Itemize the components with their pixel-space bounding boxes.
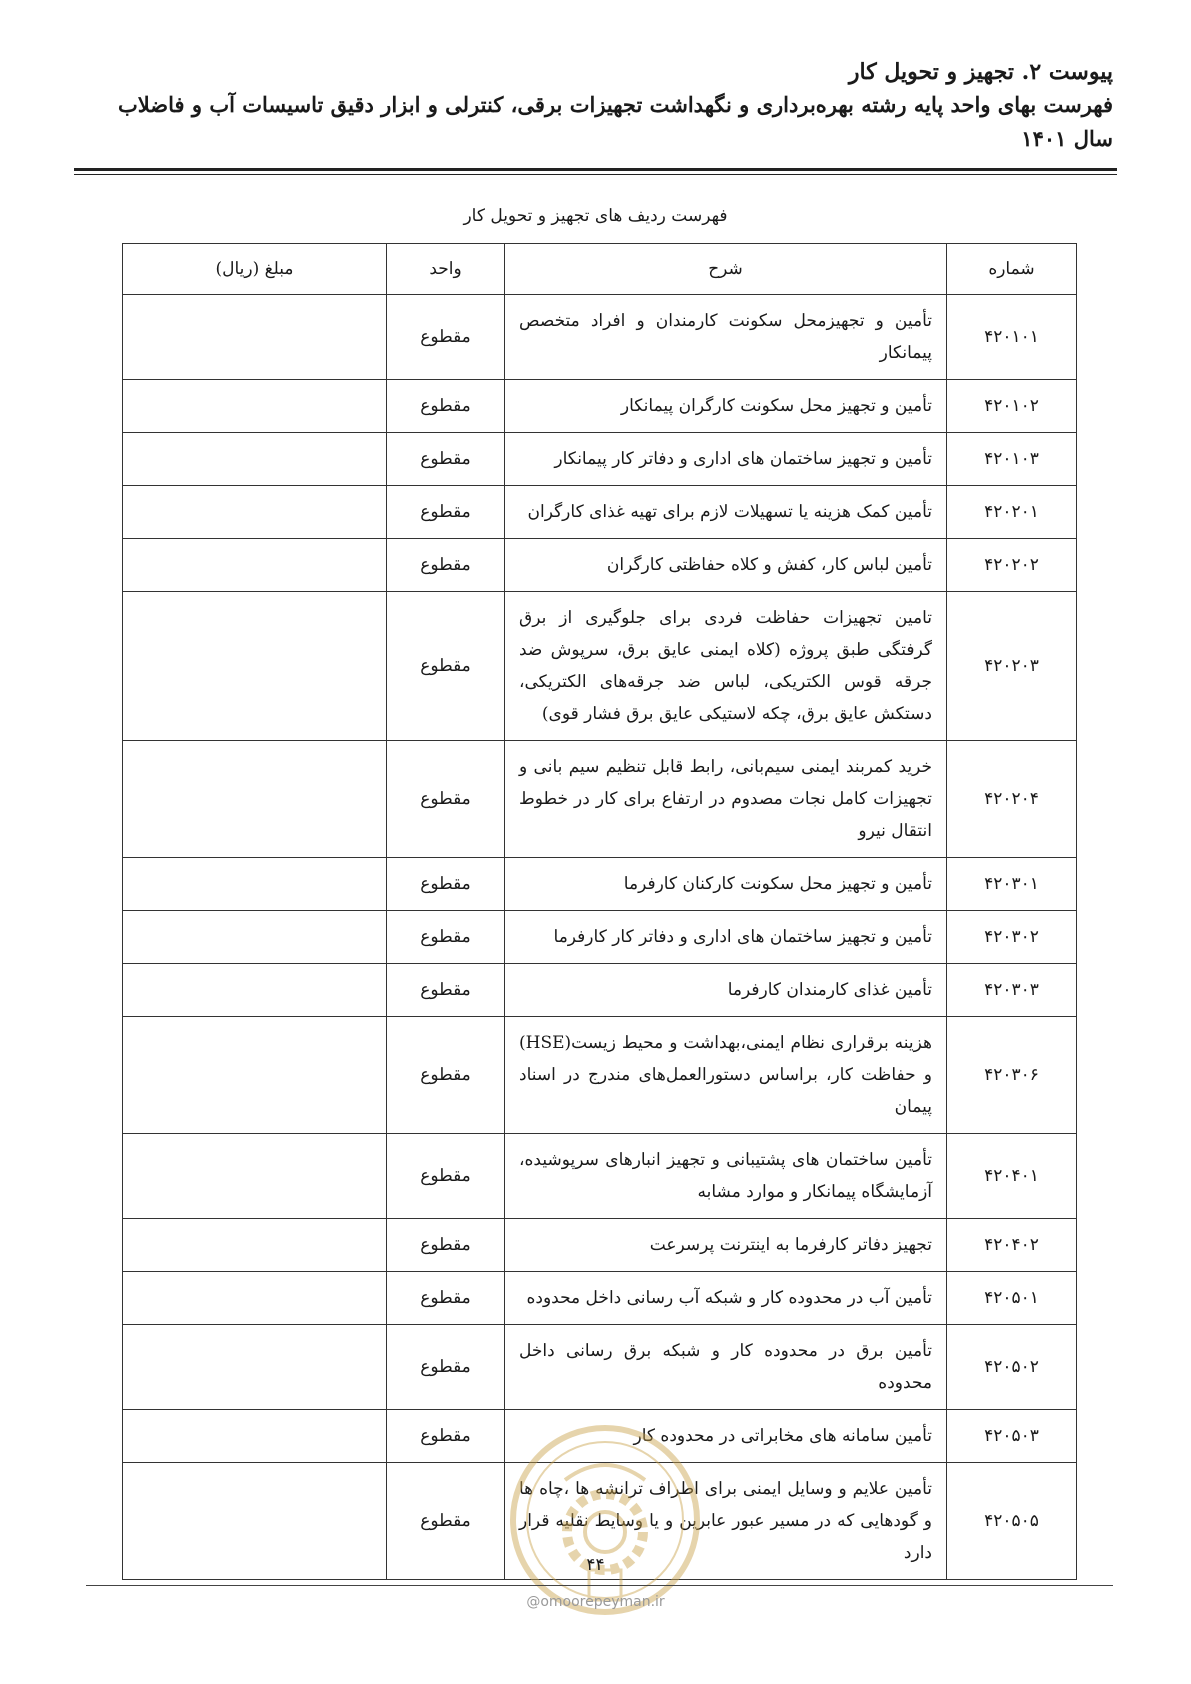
row-description: تأمین سامانه های مخابراتی در محدوده کار xyxy=(505,1410,947,1463)
row-unit: مقطوع xyxy=(387,858,505,911)
table-row xyxy=(123,1325,1077,1410)
row-unit: مقطوع xyxy=(387,1463,505,1580)
row-price xyxy=(123,486,387,539)
table-row xyxy=(123,433,1077,486)
row-number: ۴۲۰۴۰۲ xyxy=(947,1219,1077,1272)
row-price xyxy=(123,964,387,1017)
table-row xyxy=(123,741,1077,858)
table-row xyxy=(123,964,1077,1017)
document-subtitle: فهرست بهای واحد پایه رشته بهره‌برداری و نگهداشت تجهیزات برقی، کنترلی و ابزار دقیق تاسیسات آب و فاضلاب سال ۱۴۰۱ xyxy=(117,92,1113,151)
row-number: ۴۲۰۲۰۱ xyxy=(947,486,1077,539)
row-unit: مقطوع xyxy=(387,295,505,380)
row-price xyxy=(123,1017,387,1134)
row-price xyxy=(123,858,387,911)
row-description: تأمین کمک هزینه یا تسهیلات لازم برای تهیه غذای کارگران xyxy=(505,486,947,539)
table-row xyxy=(123,911,1077,964)
row-number: ۴۲۰۳۰۱ xyxy=(947,858,1077,911)
row-price xyxy=(123,433,387,486)
table-row xyxy=(123,1017,1077,1134)
watermark-text: @omoorepeyman.ir xyxy=(526,1594,665,1610)
table-row xyxy=(123,592,1077,741)
row-price xyxy=(123,741,387,858)
row-description: تأمین ساختمان های پشتیبانی و تجهیز انبارهای سرپوشیده، آزمایشگاه پیمانکار و موارد مشابه xyxy=(505,1134,947,1219)
column-header-price: مبلغ (ریال) xyxy=(123,244,387,295)
row-unit: مقطوع xyxy=(387,911,505,964)
table-header-row xyxy=(123,244,1077,295)
row-description: تأمین و تجهیز ساختمان های اداری و دفاتر کار کارفرما xyxy=(505,911,947,964)
row-number: ۴۲۰۳۰۲ xyxy=(947,911,1077,964)
row-unit: مقطوع xyxy=(387,1272,505,1325)
row-price xyxy=(123,295,387,380)
row-description: تامین تجهیزات حفاظت فردی برای جلوگیری از برق گرفتگی طبق پروژه (کلاه ایمنی عایق برق، سرپوش ضد جرقه قوس الکتریکی، لباس ضد جرقه‌های الکتریکی، دستکش عایق برق، چکه لاستیکی عایق برق فشار قوی) xyxy=(505,592,947,741)
row-description: تأمین و تجهیز محل سکونت کارکنان کارفرما xyxy=(505,858,947,911)
row-number: ۴۲۰۱۰۱ xyxy=(947,295,1077,380)
column-header-description: شرح xyxy=(505,244,947,295)
row-description: تأمین برق در محدوده کار و شبکه برق رسانی داخل محدوده xyxy=(505,1325,947,1410)
row-number: ۴۲۰۲۰۴ xyxy=(947,741,1077,858)
row-number: ۴۲۰۲۰۳ xyxy=(947,592,1077,741)
row-price xyxy=(123,911,387,964)
footer-rule xyxy=(86,1585,1113,1586)
row-description: هزینه برقراری نظام ایمنی،بهداشت و محیط زیست(HSE) و حفاظت کار، براساس دستورالعمل‌های مندرج در اسناد پیمان xyxy=(505,1017,947,1134)
row-unit: مقطوع xyxy=(387,539,505,592)
page-header xyxy=(78,56,1113,156)
row-unit: مقطوع xyxy=(387,1017,505,1134)
row-number: ۴۲۰۵۰۵ xyxy=(947,1463,1077,1580)
column-header-unit: واحد xyxy=(387,244,505,295)
row-price xyxy=(123,1272,387,1325)
row-number: ۴۲۰۳۰۶ xyxy=(947,1017,1077,1134)
table-row xyxy=(123,380,1077,433)
table-caption: فهرست ردیف های تجهیز و تحویل کار xyxy=(463,206,728,226)
row-description: تأمین لباس کار، کفش و کلاه حفاظتی کارگران xyxy=(505,539,947,592)
row-price xyxy=(123,592,387,741)
table-row xyxy=(123,1134,1077,1219)
row-unit: مقطوع xyxy=(387,1134,505,1219)
row-number: ۴۲۰۲۰۲ xyxy=(947,539,1077,592)
table-row xyxy=(123,295,1077,380)
row-unit: مقطوع xyxy=(387,1410,505,1463)
row-unit: مقطوع xyxy=(387,433,505,486)
table-row xyxy=(123,1219,1077,1272)
row-description: تأمین غذای کارمندان کارفرما xyxy=(505,964,947,1017)
table-body xyxy=(123,295,1077,1580)
row-description: تجهیز دفاتر کارفرما به اینترنت پرسرعت xyxy=(505,1219,947,1272)
row-description: تأمین و تجهیزمحل سکونت کارمندان و افراد متخصص پیمانکار xyxy=(505,295,947,380)
row-unit: مقطوع xyxy=(387,592,505,741)
row-description: تأمین آب در محدوده کار و شبکه آب رسانی داخل محدوده xyxy=(505,1272,947,1325)
row-number: ۴۲۰۳۰۳ xyxy=(947,964,1077,1017)
row-price xyxy=(123,1219,387,1272)
row-description: تأمین و تجهیز محل سکونت کارگران پیمانکار xyxy=(505,380,947,433)
table-row xyxy=(123,1272,1077,1325)
row-number: ۴۲۰۵۰۲ xyxy=(947,1325,1077,1410)
column-header-number: شماره xyxy=(947,244,1077,295)
row-unit: مقطوع xyxy=(387,486,505,539)
table-row xyxy=(123,858,1077,911)
row-number: ۴۲۰۴۰۱ xyxy=(947,1134,1077,1219)
header-rule-thin xyxy=(74,174,1117,175)
row-number: ۴۲۰۱۰۲ xyxy=(947,380,1077,433)
items-table xyxy=(122,243,1077,1580)
table-row xyxy=(123,486,1077,539)
row-unit: مقطوع xyxy=(387,741,505,858)
row-price xyxy=(123,380,387,433)
row-description: خرید کمربند ایمنی سیم‌بانی، رابط قابل تنظیم سیم بانی و تجهیزات کامل نجات مصدوم در ارتفاع برای کار در خطوط انتقال نیرو xyxy=(505,741,947,858)
row-description: تأمین علایم و وسایل ایمنی برای اطراف ترانشه ها ،چاه ها و گودهایی که در مسیر عبور عابرین و یا وسایط نقلیه قرار دارد xyxy=(505,1463,947,1580)
row-price xyxy=(123,1410,387,1463)
page-number: ۴۴ xyxy=(586,1555,605,1575)
row-unit: مقطوع xyxy=(387,380,505,433)
seal-stamp-icon xyxy=(505,1420,705,1620)
row-unit: مقطوع xyxy=(387,1325,505,1410)
row-price xyxy=(123,1134,387,1219)
row-unit: مقطوع xyxy=(387,964,505,1017)
header-rule-thick xyxy=(74,168,1117,171)
row-price xyxy=(123,1325,387,1410)
document-title: پیوست ۲. تجهیز و تحویل کار xyxy=(848,59,1113,85)
row-number: ۴۲۰۵۰۳ xyxy=(947,1410,1077,1463)
row-unit: مقطوع xyxy=(387,1219,505,1272)
table-row xyxy=(123,539,1077,592)
row-number: ۴۲۰۵۰۱ xyxy=(947,1272,1077,1325)
row-description: تأمین و تجهیز ساختمان های اداری و دفاتر کار پیمانکار xyxy=(505,433,947,486)
row-number: ۴۲۰۱۰۳ xyxy=(947,433,1077,486)
row-price xyxy=(123,539,387,592)
